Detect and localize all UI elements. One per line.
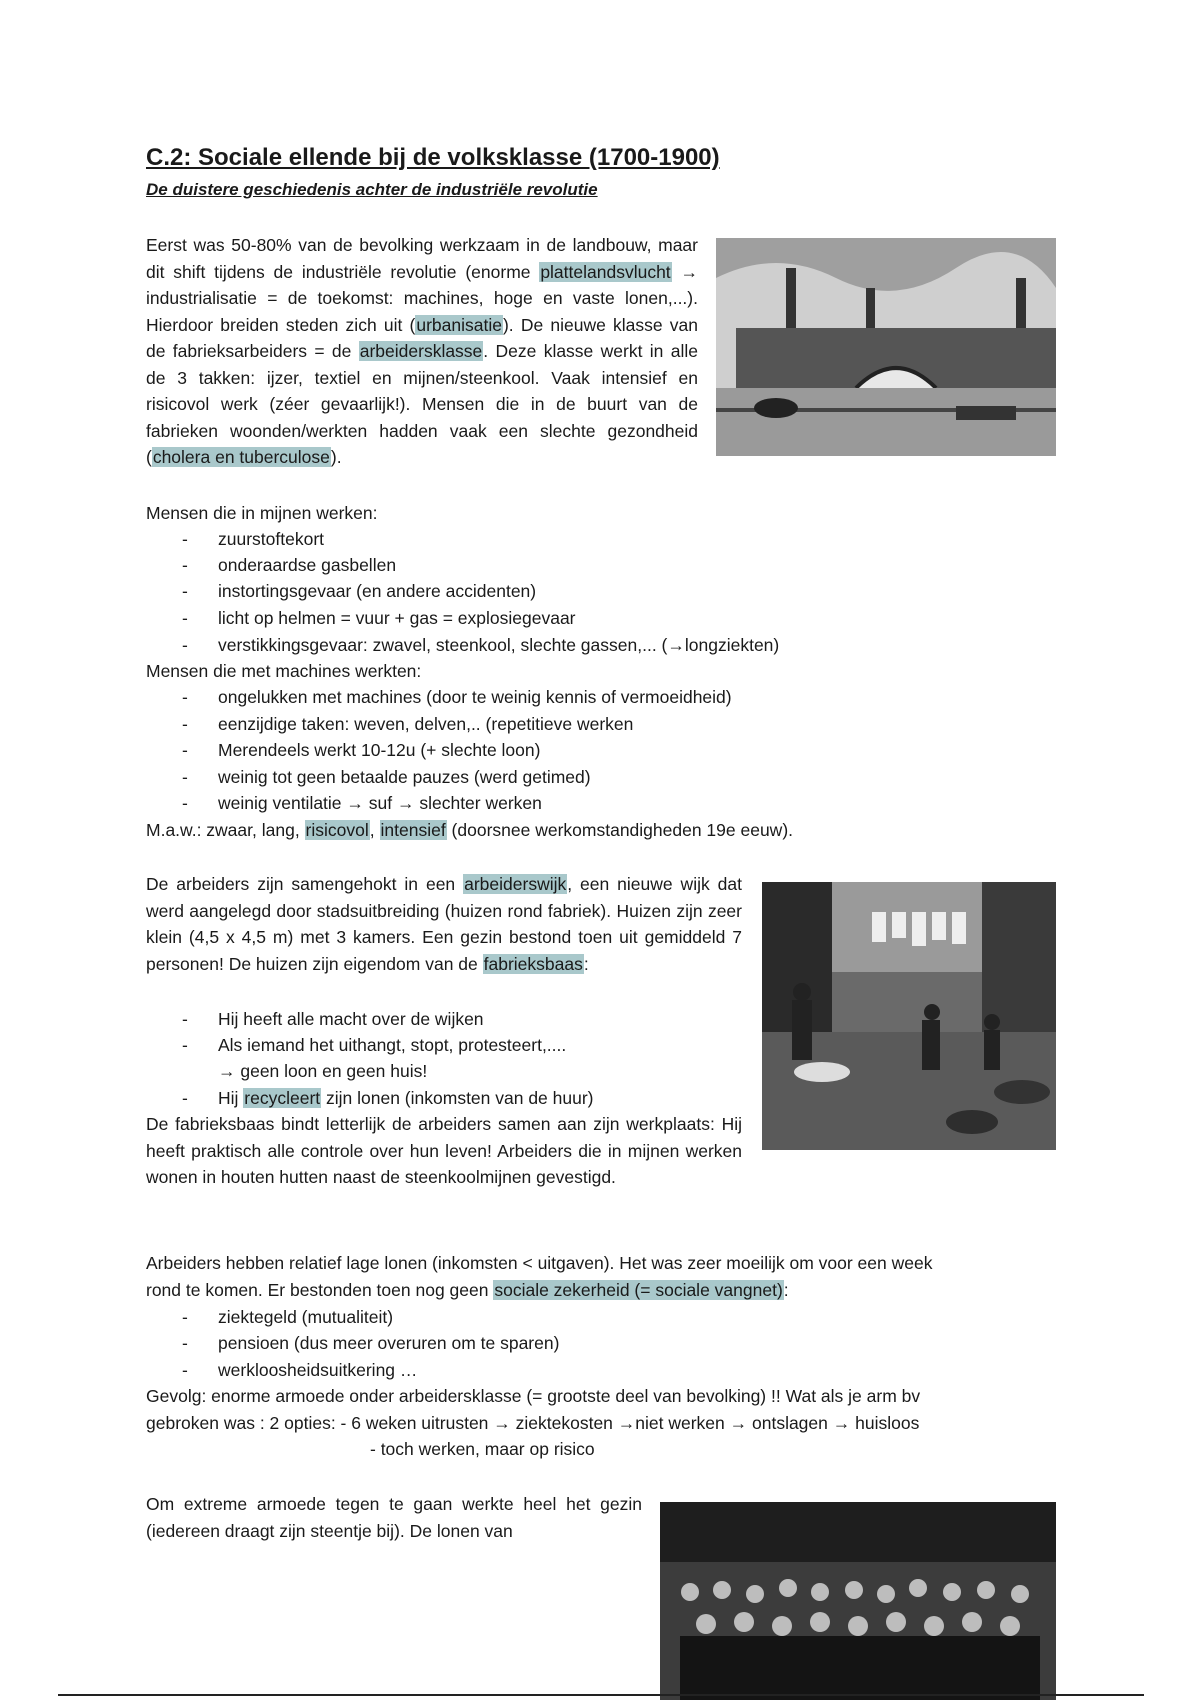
page-subtitle: De duistere geschiedenis achter de industriële revolutie — [146, 180, 598, 199]
highlight-term: arbeiderswijk — [464, 874, 567, 894]
highlight-term: sociale zekerheid (= sociale vangnet) — [494, 1280, 783, 1300]
list-item: - zuurstoftekort — [182, 529, 325, 549]
factory-engraving-image — [716, 238, 1056, 456]
consequence-line: - toch werken, maar op risico — [370, 1439, 595, 1459]
list-item: - onderaardse gasbellen — [182, 555, 397, 575]
highlight-term: fabrieksbaas — [483, 953, 583, 974]
text: Eerst was 50-80% van de bevolking werkzaam in de landbouw, maar dit shift tijdens de industriële revolutie (enorme — [146, 235, 698, 282]
boss-control-paragraph: De fabrieksbaas bindt letterlijk de arbeiders samen aan zijn werkplaats: Hij heeft praktisch alle controle over hun leven! Arbeiders die in mijnen werken wonen in houten hutten naast de steenkoolmijnen gevestigd. — [146, 1114, 742, 1187]
consequence-line: Gevolg: enorme armoede onder arbeidersklasse (= grootste deel van bevolking) !! Wat als je arm bv — [146, 1386, 921, 1406]
highlight-term: arbeidersklasse — [359, 341, 483, 361]
text: → industrialisatie = de toekomst: machines, hoge en vaste lonen,...). Hierdoor breiden steden zich uit ( — [146, 261, 698, 335]
list-item: - instortingsgevaar (en andere accidenten) — [182, 581, 537, 601]
list-item: - licht op helmen = vuur + gas = explosiegevaar — [182, 608, 576, 628]
child-workers-image — [660, 1502, 1056, 1700]
list-item: - Als iemand het uithangt, stopt, protesteert,.... — [182, 1035, 567, 1055]
family-work-paragraph: Om extreme armoede tegen te gaan werkte heel het gezin (iedereen draagt zijn steentje bij). De lonen van — [146, 1494, 642, 1541]
highlight-term: intensief — [380, 820, 446, 840]
list-item: - weinig tot geen betaalde pauzes (werd getimed) — [182, 767, 591, 787]
highlight-term: urbanisatie — [416, 314, 502, 335]
highlight-term: plattelandsvlucht — [540, 261, 671, 282]
text: . Deze klasse werkt in alle de 3 takken: ijzer, textiel en mijnen/steenkool. Vaak intensief en risicovol werk (zéer gevaarlijk!). Mensen die in de buurt van de fabrieken woonden/werkten hadden vaak een slechte gezondheid ( — [146, 341, 698, 467]
list-item-continuation: → geen loon en geen huis! — [218, 1061, 428, 1081]
list-item: - eenzijdige taken: weven, delven,.. (repetitieve werken — [182, 714, 634, 734]
machines-heading: Mensen die met machines werkten: — [146, 661, 422, 681]
list-item: - verstikkingsgevaar: zwavel, steenkool, slechte gassen,... (→longziekten) — [182, 635, 780, 655]
summary-line: M.a.w.: zwaar, lang, risicovol, intensief (doorsnee werkomstandigheden 19e eeuw). — [146, 820, 794, 840]
list-item: - ongelukken met machines (door te weinig kennis of vermoeidheid) — [182, 687, 732, 707]
mines-heading: Mensen die in mijnen werken: — [146, 503, 378, 523]
list-item: - Merendeels werkt 10-12u (+ slechte loon) — [182, 740, 541, 760]
list-item: - Hij recycleert zijn lonen (inkomsten van de huur) — [182, 1088, 594, 1108]
list-item: - pensioen (dus meer overuren om te sparen) — [182, 1333, 560, 1353]
highlight-term: risicovol — [305, 820, 369, 840]
highlight-term: recycleert — [244, 1088, 321, 1108]
page-title: C.2: Sociale ellende bij de volksklasse (1700-1900) — [146, 144, 720, 171]
list-item: - werkloosheidsuitkering … — [182, 1360, 418, 1380]
worker-district-image — [762, 882, 1056, 1150]
intro-paragraph — [146, 232, 698, 471]
page-bottom-rule — [58, 1694, 1144, 1696]
list-item: - weinig ventilatie → suf → slechter werken — [182, 793, 542, 813]
list-item: - ziektegeld (mutualiteit) — [182, 1307, 394, 1327]
worker-district-paragraph: De arbeiders zijn samengehokt in een arbeiderswijk, een nieuwe wijk dat werd aangelegd door stadsuitbreiding (huizen rond fabriek). Huizen zijn zeer klein (4,5 x 4,5 m) met 3 kamers. Een gezin bestond toen uit gemiddeld 7 personen! De huizen zijn eigendom van de fabrieksbaas: — [146, 874, 742, 974]
highlight-term: cholera en tuberculose — [152, 447, 330, 467]
consequence-line: gebroken was : 2 opties: - 6 weken uitrusten → ziektekosten →niet werken → ontslagen → huisloos — [146, 1413, 920, 1433]
text: ). De nieuwe klasse van de fabrieksarbeiders = de — [146, 314, 698, 361]
list-item: - Hij heeft alle macht over de wijken — [182, 1009, 484, 1029]
wages-line: Arbeiders hebben relatief lage lonen (inkomsten < uitgaven). Het was zeer moeilijk om voor een week — [146, 1253, 933, 1273]
wages-line: rond te komen. Er bestonden toen nog geen sociale zekerheid (= sociale vangnet): — [146, 1280, 789, 1300]
text: ). — [330, 447, 342, 467]
